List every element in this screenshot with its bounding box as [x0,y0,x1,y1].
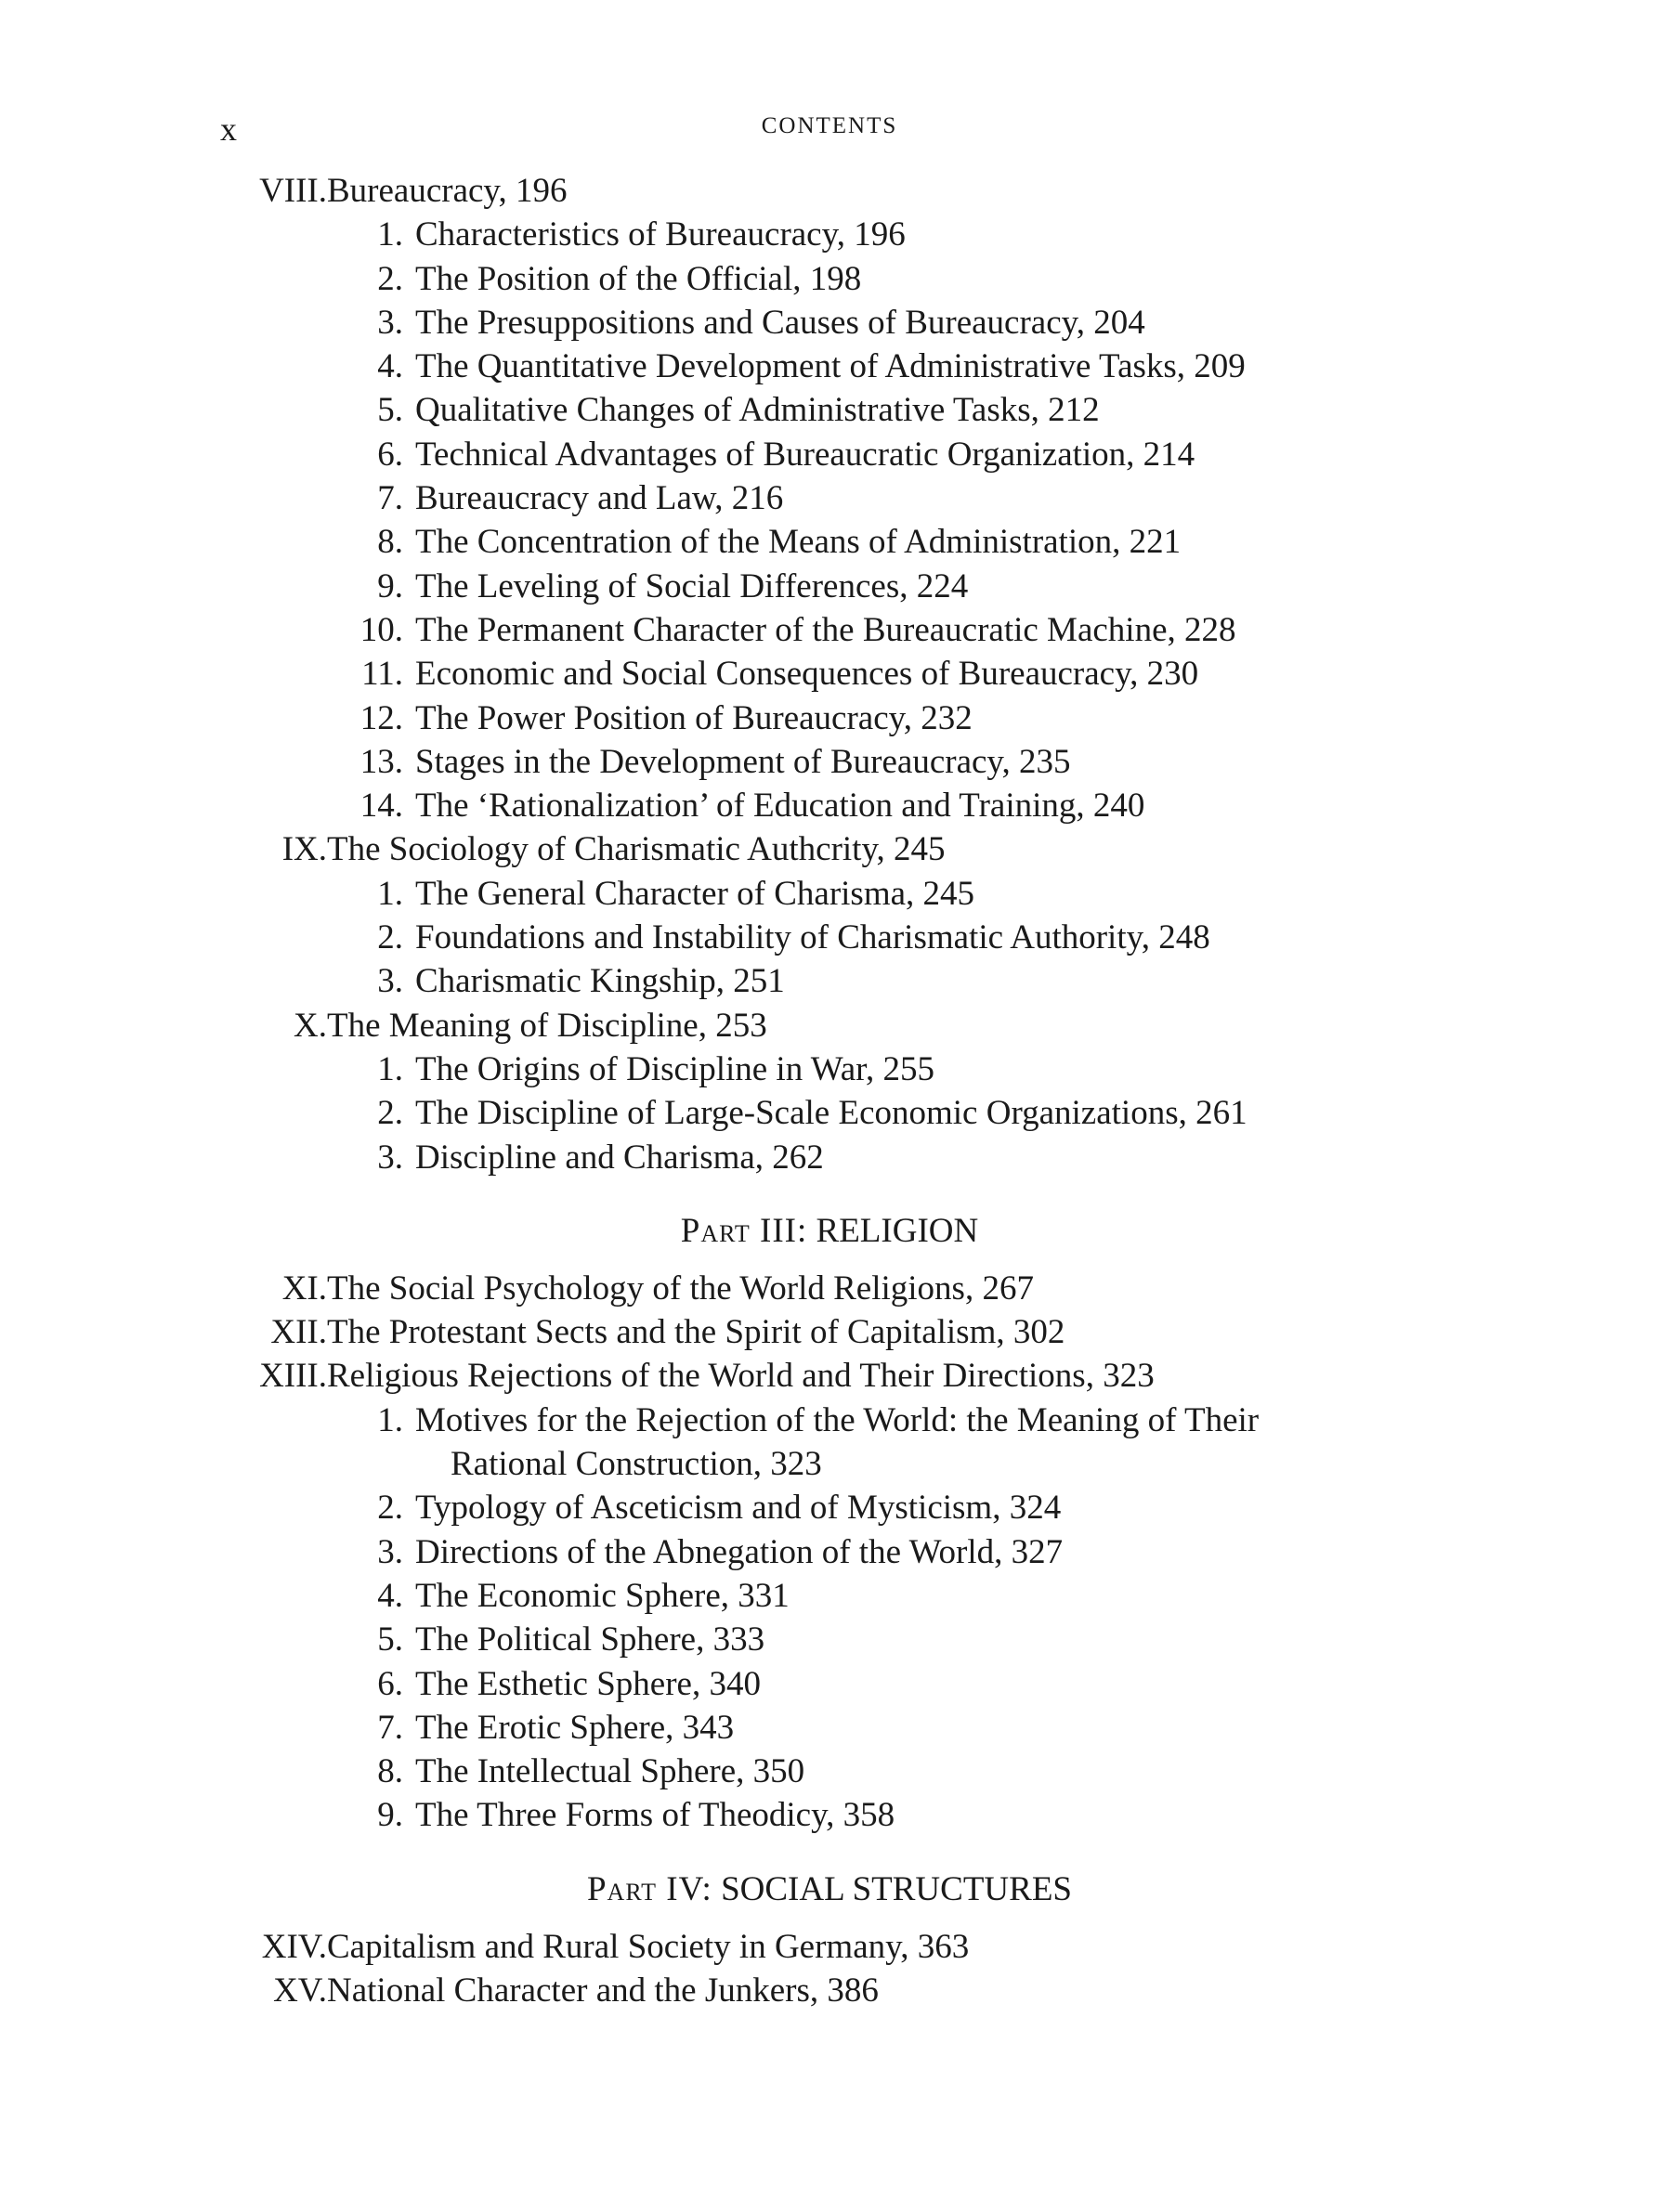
section-title: Foundations and Instability of Charismatic Authority, 248 [415,918,1210,957]
part-name: SOCIAL STRUCTURES [721,1869,1073,1908]
section-title: Technical Advantages of Bureaucratic Organization, 214 [415,435,1195,474]
section-number: 14. [359,787,403,826]
section-title: Directions of the Abnegation of the World, 327 [415,1532,1064,1571]
section-entry [0,1486,1659,1529]
section-title: Discipline and Charisma, 262 [415,1138,824,1177]
section-entry [0,1136,1659,1179]
section-entry [0,301,1659,345]
section-number: 3. [377,962,403,1001]
part-label: Part IV: [586,1869,712,1908]
part-name: RELIGION [816,1211,979,1250]
chapter-title: The Protestant Sects and the Spirit of Capitalism, 302 [327,1313,1065,1352]
chapter-number: XIII. [259,1357,327,1396]
chapter-title: The Social Psychology of the World Religions, 267 [327,1269,1034,1308]
chapter-title: National Character and the Junkers, 386 [327,1971,879,2010]
running-head-title: CONTENTS [761,113,898,138]
section-entry [0,388,1659,432]
section-number: 2. [377,918,403,957]
section-title: The Discipline of Large-Scale Economic Organizations, 261 [415,1094,1248,1133]
section-title: The Power Position of Bureaucracy, 232 [415,698,973,737]
section-number: 7. [377,479,403,518]
section-title: The Economic Sphere, 331 [415,1576,790,1615]
section-entry [0,345,1659,388]
section-number: 3. [377,1138,403,1177]
section-entry [0,916,1659,959]
section-number: 2. [377,259,403,298]
chapter-title: The Meaning of Discipline, 253 [327,1006,767,1045]
section-entry [0,1574,1659,1618]
section-title: Economic and Social Consequences of Bureaucracy, 230 [415,655,1199,694]
section-number: 11. [361,655,403,694]
section-title: The Quantitative Development of Administrative Tasks, 209 [415,347,1246,386]
section-entry [0,608,1659,652]
chapter-entry [0,1969,1659,2012]
chapter-title: Religious Rejections of the World and Their Directions, 323 [327,1357,1155,1396]
section-title: Stages in the Development of Bureaucracy, 235 [415,742,1071,781]
section-title: Typology of Asceticism and of Mysticism, 324 [415,1489,1062,1528]
section-number: 9. [377,1796,403,1835]
section-number: 3. [377,1532,403,1571]
section-number: 4. [377,347,403,386]
section-title: Motives for the Rejection of the World: the Meaning of Their [415,1400,1260,1439]
section-number: 6. [377,1664,403,1703]
section-entry [0,1047,1659,1091]
chapter-number: IX. [281,830,327,869]
section-number: 6. [377,435,403,474]
section-title: The Esthetic Sphere, 340 [415,1664,761,1703]
chapter-title: The Sociology of Charismatic Authcrity, 245 [327,830,946,869]
section-number: 5. [377,1620,403,1659]
section-entry [0,1530,1659,1574]
section-title: The Leveling of Social Differences, 224 [415,566,969,605]
section-entry [0,652,1659,696]
section-number: 10. [359,610,403,649]
section-entry [0,476,1659,520]
section-title: The Political Sphere, 333 [415,1620,765,1659]
chapter-number: VIII. [259,172,327,210]
chapter-entry [0,1267,1659,1310]
chapter-number: XV. [273,1971,327,2010]
section-entry [0,784,1659,827]
section-title: The Three Forms of Theodicy, 358 [415,1796,895,1835]
section-entry [0,565,1659,608]
section-entry [0,1706,1659,1750]
chapter-entry [0,1925,1659,1969]
section-title: The General Character of Charisma, 245 [415,874,975,913]
part-label: Part III: [680,1211,808,1250]
chapter-number: XII. [270,1313,327,1352]
section-entry [0,1399,1659,1442]
section-title: The Intellectual Sphere, 350 [415,1752,805,1791]
part-heading [0,1205,1659,1257]
section-title: The Origins of Discipline in War, 255 [415,1049,935,1088]
section-title-continuation: Rational Construction, 323 [451,1445,822,1484]
section-entry [0,696,1659,740]
chapter-number: X. [294,1006,327,1045]
part-heading [0,1864,1659,1916]
section-number: 4. [377,1576,403,1615]
section-number: 9. [377,566,403,605]
section-continuation [0,1442,1659,1486]
section-number: 8. [377,523,403,562]
section-title: The Permanent Character of the Bureaucratic Machine, 228 [415,610,1236,649]
table-of-contents [0,169,1659,2012]
page-number: x [220,111,238,148]
section-entry [0,257,1659,301]
section-title: The Concentration of the Means of Administration, 221 [415,523,1182,562]
section-entry [0,959,1659,1003]
chapter-entry [0,1004,1659,1047]
section-number: 1. [377,1400,403,1439]
section-entry [0,1091,1659,1135]
section-title: The Presuppositions and Causes of Bureaucracy, 204 [415,303,1145,342]
section-title: The ‘Rationalization’ of Education and Training, 240 [415,787,1145,826]
section-number: 1. [377,1049,403,1088]
running-head [0,110,1659,147]
chapter-title: Bureaucracy, 196 [327,172,568,210]
chapter-entry [0,169,1659,213]
chapter-number: XIV. [261,1927,327,1966]
section-number: 1. [377,215,403,254]
section-title: Qualitative Changes of Administrative Tasks, 212 [415,391,1100,430]
chapter-entry [0,827,1659,871]
section-number: 2. [377,1094,403,1133]
section-number: 7. [377,1708,403,1747]
section-entry [0,1618,1659,1661]
section-title: Characteristics of Bureaucracy, 196 [415,215,906,254]
section-entry [0,740,1659,784]
chapter-entry [0,1354,1659,1398]
section-number: 5. [377,391,403,430]
section-title: The Erotic Sphere, 343 [415,1708,735,1747]
section-number: 1. [377,874,403,913]
section-title: The Position of the Official, 198 [415,259,862,298]
section-entry [0,520,1659,564]
chapter-title: Capitalism and Rural Society in Germany, 363 [327,1927,970,1966]
chapter-entry [0,1310,1659,1354]
section-number: 13. [359,742,403,781]
section-title: Bureaucracy and Law, 216 [415,479,784,518]
section-entry [0,1662,1659,1706]
section-entry [0,213,1659,256]
section-entry [0,1793,1659,1837]
section-number: 2. [377,1489,403,1528]
section-number: 8. [377,1752,403,1791]
section-entry [0,433,1659,476]
chapter-number: XI. [281,1269,327,1308]
section-entry [0,872,1659,916]
section-number: 3. [377,303,403,342]
section-number: 12. [359,698,403,737]
section-title: Charismatic Kingship, 251 [415,962,785,1001]
section-entry [0,1750,1659,1793]
